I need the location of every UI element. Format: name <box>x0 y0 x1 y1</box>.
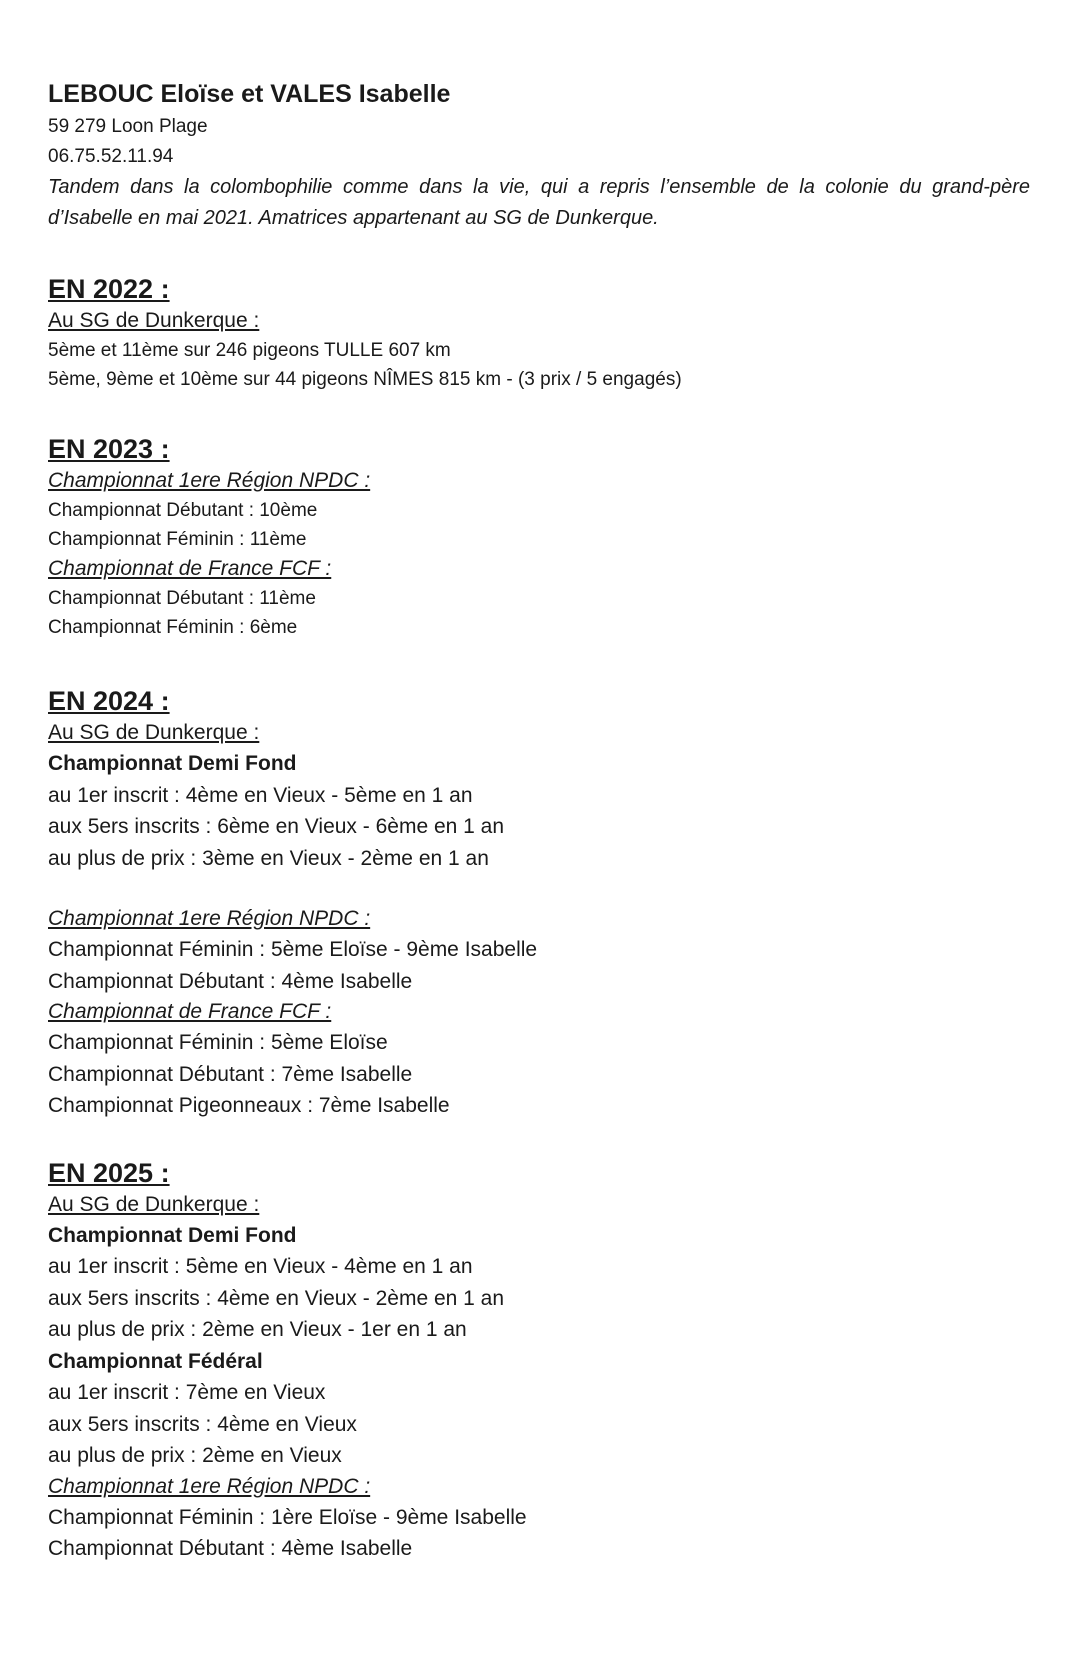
section-2024 <box>48 684 1025 1122</box>
section-2023 <box>48 432 1025 642</box>
result-line: au plus de prix : 2ème en Vieux - 1er en 1 an <box>48 1318 467 1341</box>
result-line: au plus de prix : 2ème en Vieux <box>48 1444 342 1467</box>
year-heading-2023: EN 2023 : <box>48 434 170 464</box>
result-line: Championnat Féminin : 5ème Eloïse - 9ème Isabelle <box>48 938 538 961</box>
sg-dunkerque-heading-2024: Au SG de Dunkerque : <box>48 721 260 744</box>
sg-dunkerque-heading-2022: Au SG de Dunkerque : <box>48 309 260 332</box>
result-line: Championnat Féminin : 6ème <box>48 617 298 638</box>
result-line: au plus de prix : 3ème en Vieux - 2ème en 1 an <box>48 846 489 870</box>
year-heading-2024: EN 2024 : <box>48 686 170 716</box>
result-line: 5ème, 9ème et 10ème sur 44 pigeons NÎMES 815 km - (3 prix / 5 engagés) <box>48 369 682 390</box>
result-line: Championnat Féminin : 1ère Eloïse - 9ème Isabelle <box>48 1505 527 1529</box>
demi-fond-heading-2025: Championnat Demi Fond <box>48 1223 297 1247</box>
result-line: Championnat Féminin : 11ème <box>48 529 307 550</box>
result-line: aux 5ers inscrits : 6ème en Vieux - 6ème en 1 an <box>48 815 505 838</box>
region-npdc-heading-2024: Championnat 1ere Région NPDC : <box>48 907 371 930</box>
result-line: au 1er inscrit : 5ème en Vieux - 4ème en 1 an <box>48 1255 473 1278</box>
demi-fond-heading-2024: Championnat Demi Fond <box>48 752 297 775</box>
result-line: 5ème et 11ème sur 246 pigeons TULLE 607 km <box>48 340 451 361</box>
section-2022 <box>48 272 1025 394</box>
breeders-name: LEBOUC Eloïse et VALES Isabelle <box>48 80 451 108</box>
result-line: aux 5ers inscrits : 4ème en Vieux <box>48 1412 357 1436</box>
region-npdc-heading-2023: Championnat 1ere Région NPDC : <box>48 469 371 492</box>
result-line: Championnat Débutant : 11ème <box>48 588 316 609</box>
region-npdc-heading-2025: Championnat 1ere Région NPDC : <box>48 1474 371 1498</box>
sg-dunkerque-heading-2025: Au SG de Dunkerque : <box>48 1192 260 1216</box>
year-heading-2025: EN 2025 : <box>48 1157 170 1188</box>
address: 59 279 Loon Plage <box>48 116 208 137</box>
result-line: Championnat Débutant : 4ème Isabelle <box>48 969 413 993</box>
result-line: Championnat Pigeonneaux : 7ème Isabelle <box>48 1094 450 1117</box>
result-line: Championnat Débutant : 10ème <box>48 500 318 521</box>
year-heading-2022: EN 2022 : <box>48 274 170 304</box>
result-line: aux 5ers inscrits : 4ème en Vieux - 2ème en 1 an <box>48 1286 505 1310</box>
france-fcf-heading-2023: Championnat de France FCF : <box>48 557 332 580</box>
section-2025 <box>48 1156 1025 1565</box>
result-line: au 1er inscrit : 7ème en Vieux <box>48 1381 326 1404</box>
france-fcf-heading-2024: Championnat de France FCF : <box>48 1000 332 1023</box>
intro-paragraph: Tandem dans la colombophilie comme dans la vie, qui a repris l’ensemble de la colonie du grand-père d’Isabelle en mai 2021. Amatrices appartenant au SG de Dunkerque. <box>48 176 1030 229</box>
result-line: Championnat Débutant : 7ème Isabelle <box>48 1062 413 1086</box>
result-line: Championnat Débutant : 4ème Isabelle <box>48 1537 413 1560</box>
result-line: Championnat Féminin : 5ème Eloïse <box>48 1031 388 1054</box>
federal-heading-2025: Championnat Fédéral <box>48 1349 263 1373</box>
phone-number: 06.75.52.11.94 <box>48 146 174 167</box>
result-line: au 1er inscrit : 4ème en Vieux - 5ème en 1 an <box>48 783 473 807</box>
